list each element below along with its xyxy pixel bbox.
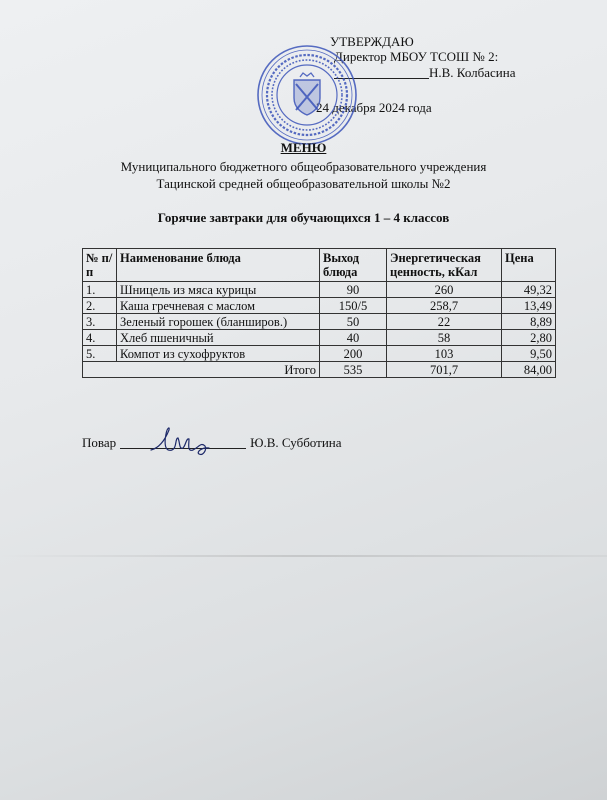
cook-name: Ю.В. Субботина — [250, 435, 342, 450]
menu-table — [82, 248, 556, 378]
cell-output: 40 — [320, 330, 387, 346]
cell-name: Зеленый горошек (бланширов.) — [117, 314, 320, 330]
cell-energy: 22 — [387, 314, 502, 330]
school-seal-stamp — [256, 44, 358, 146]
cell-energy: 58 — [387, 330, 502, 346]
approval-signature-line — [334, 65, 516, 81]
cell-output: 50 — [320, 314, 387, 330]
menu-subtitle: Горячие завтраки для обучающихся 1 – 4 классов — [157, 210, 450, 225]
cell-num: 2. — [83, 298, 117, 314]
cell-name: Каша гречневая с маслом — [117, 298, 320, 314]
table-row — [83, 298, 556, 314]
approval-position: Директор МБОУ ТСОШ № 2: — [334, 49, 499, 64]
total-output: 535 — [320, 362, 387, 378]
cell-energy: 260 — [387, 282, 502, 298]
cell-price: 8,89 — [502, 314, 556, 330]
cell-energy: 258,7 — [387, 298, 502, 314]
cell-name: Шницель из мяса курицы — [117, 282, 320, 298]
cell-price: 13,49 — [502, 298, 556, 314]
cook-handwritten-signature — [145, 420, 215, 460]
total-energy: 701,7 — [387, 362, 502, 378]
cell-price: 49,32 — [502, 282, 556, 298]
table-row — [83, 314, 556, 330]
table-row — [83, 282, 556, 298]
cell-num: 4. — [83, 330, 117, 346]
cell-price: 9,50 — [502, 346, 556, 362]
header-num: № п/п — [83, 249, 117, 282]
table-header-row — [83, 249, 556, 282]
cell-name: Компот из сухофруктов — [117, 346, 320, 362]
approval-date: 24 декабря 2024 года — [316, 100, 432, 115]
cell-name: Хлеб пшеничный — [117, 330, 320, 346]
menu-title: МЕНЮ — [280, 140, 327, 155]
cell-num: 3. — [83, 314, 117, 330]
director-name: Н.В. Колбасина — [429, 65, 516, 80]
header-name: Наименование блюда — [117, 249, 320, 282]
table-row — [83, 330, 556, 346]
cell-price: 2,80 — [502, 330, 556, 346]
cell-output: 150/5 — [320, 298, 387, 314]
table-total-row — [83, 362, 556, 378]
cell-num: 5. — [83, 346, 117, 362]
header-output: Выход блюда — [320, 249, 387, 282]
total-price: 84,00 — [502, 362, 556, 378]
org-name-line2: Тацинской средней общеобразовательной школы №2 — [156, 176, 451, 191]
cook-label: Повар — [82, 435, 117, 450]
cell-energy: 103 — [387, 346, 502, 362]
paper-fold — [0, 555, 607, 557]
table-row — [83, 346, 556, 362]
org-name-line1: Муниципального бюджетного общеобразовательного учреждения — [120, 159, 487, 174]
total-label: Итого — [83, 362, 320, 378]
header-energy: Энергетическая ценность, кКал — [387, 249, 502, 282]
cell-output: 90 — [320, 282, 387, 298]
header-price: Цена — [502, 249, 556, 282]
cell-num: 1. — [83, 282, 117, 298]
cell-output: 200 — [320, 346, 387, 362]
approval-heading: УТВЕРЖДАЮ — [330, 34, 414, 49]
